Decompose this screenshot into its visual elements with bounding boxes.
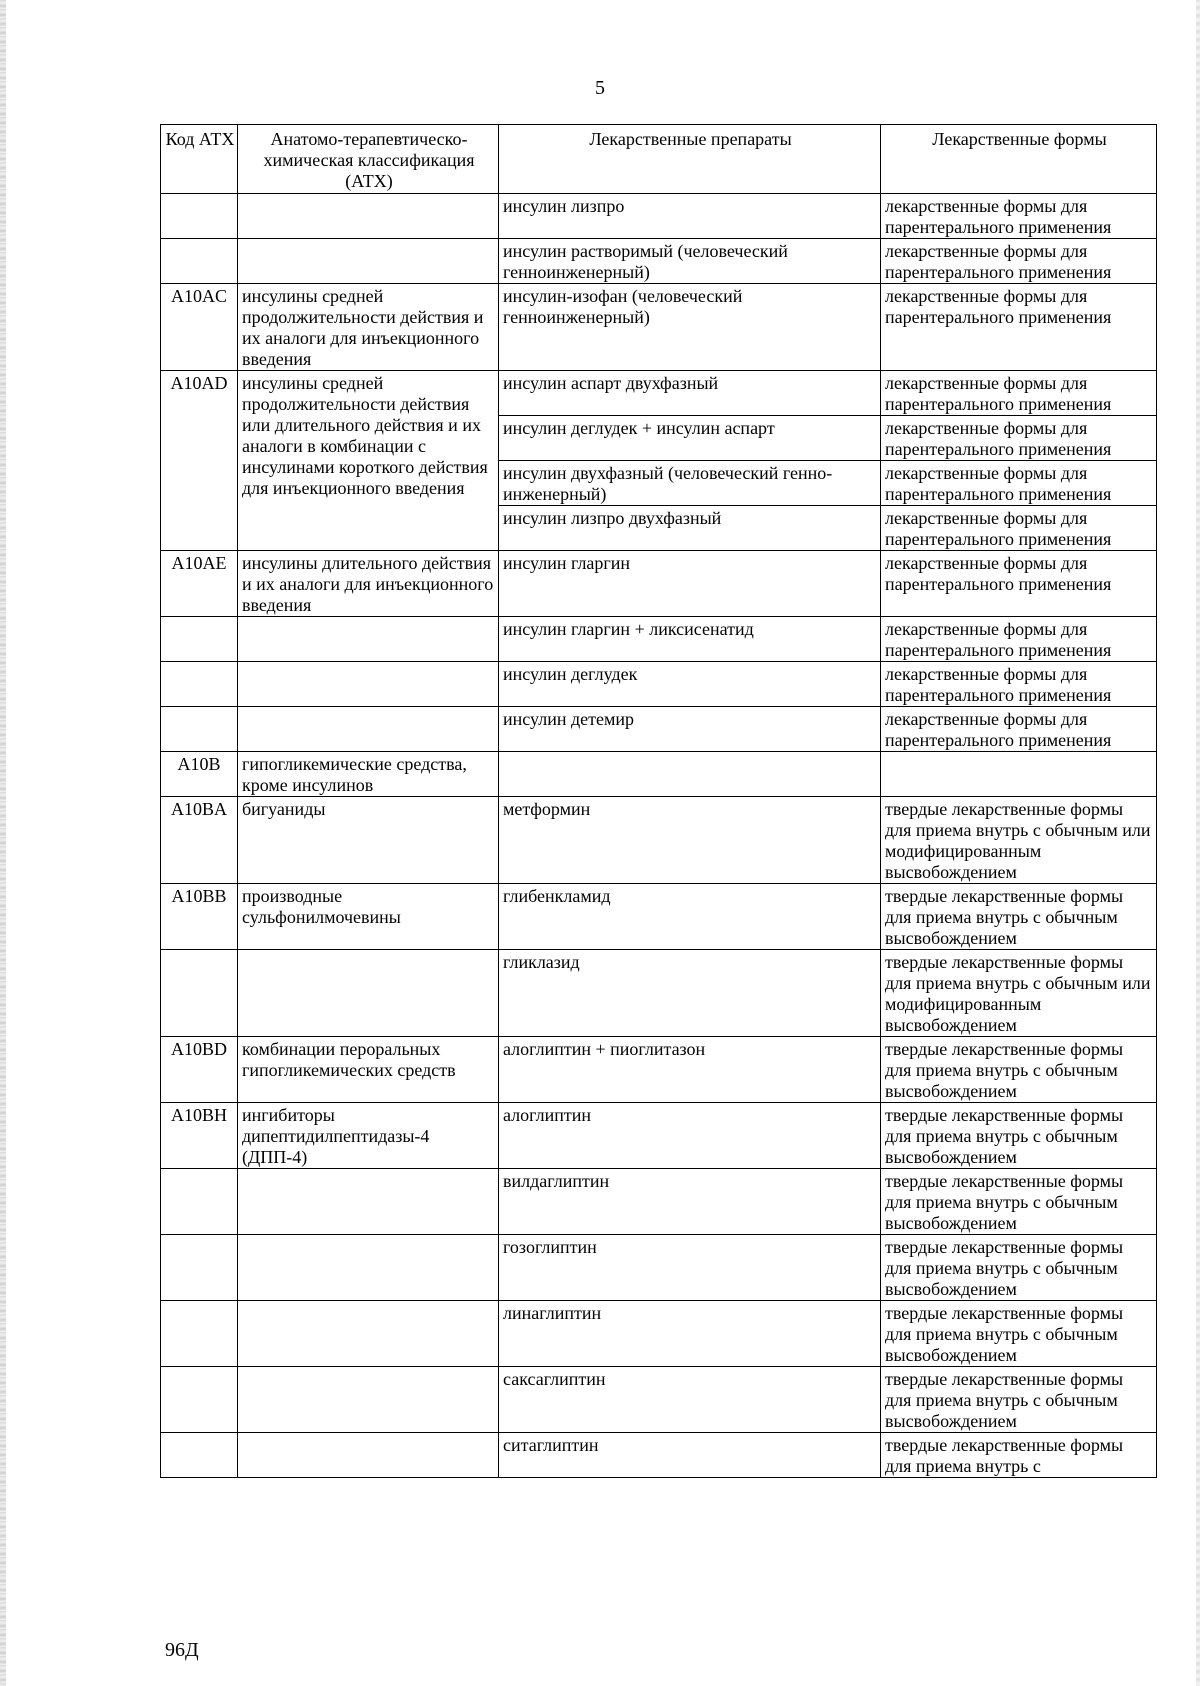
cell-code xyxy=(161,239,238,284)
table-row xyxy=(161,1367,1157,1433)
cell-drug: саксаглиптин xyxy=(499,1367,881,1433)
cell-form: твердые лекарственные формы для приема внутрь с обычным высвобождением xyxy=(881,1235,1157,1301)
cell-code xyxy=(161,950,238,1037)
cell-form: твердые лекарственные формы для приема внутрь с обычным высвобождением xyxy=(881,1169,1157,1235)
cell-form: твердые лекарственные формы для приема внутрь с обычным высвобождением xyxy=(881,1301,1157,1367)
cell-code: A10B xyxy=(161,752,238,797)
cell-form: лекарственные формы для парентерального применения xyxy=(881,707,1157,752)
cell-drug: алоглиптин xyxy=(499,1103,881,1169)
cell-form: твердые лекарственные формы для приема внутрь с xyxy=(881,1433,1157,1478)
cell-code: A10AE xyxy=(161,551,238,617)
cell-classification xyxy=(238,662,499,707)
cell-classification: ингибиторы дипептидилпептидазы-4 (ДПП-4) xyxy=(238,1103,499,1169)
cell-code: A10BA xyxy=(161,797,238,884)
cell-classification: гипогликемические средства, кроме инсулинов xyxy=(238,752,499,797)
cell-classification: инсулины длительного действия и их аналоги для инъекционного введения xyxy=(238,551,499,617)
table-body xyxy=(161,194,1157,1478)
cell-drug: инсулин лизпро xyxy=(499,194,881,239)
table-row xyxy=(161,617,1157,662)
table-row xyxy=(161,239,1157,284)
cell-form: лекарственные формы для парентерального применения xyxy=(881,506,1157,551)
cell-drug: алоглиптин + пиоглитазон xyxy=(499,1037,881,1103)
cell-code: A10AC xyxy=(161,284,238,371)
cell-drug: инсулин гларгин xyxy=(499,551,881,617)
cell-drug: линаглиптин xyxy=(499,1301,881,1367)
cell-form: лекарственные формы для парентерального применения xyxy=(881,284,1157,371)
cell-form: твердые лекарственные формы для приема внутрь с обычным или модифицированным высвобождением xyxy=(881,950,1157,1037)
cell-form: лекарственные формы для парентерального применения xyxy=(881,662,1157,707)
cell-drug: глибенкламид xyxy=(499,884,881,950)
table-row xyxy=(161,371,1157,416)
table-row xyxy=(161,284,1157,371)
table-row xyxy=(161,797,1157,884)
cell-form: твердые лекарственные формы для приема внутрь с обычным высвобождением xyxy=(881,1103,1157,1169)
table-row xyxy=(161,551,1157,617)
cell-drug: инсулин деглудек + инсулин аспарт xyxy=(499,416,881,461)
footer-document-code: 96Д xyxy=(165,1639,199,1661)
cell-classification xyxy=(238,707,499,752)
table-row xyxy=(161,884,1157,950)
table-header xyxy=(161,125,1157,194)
cell-form: твердые лекарственные формы для приема внутрь с обычным высвобождением xyxy=(881,1037,1157,1103)
cell-classification xyxy=(238,239,499,284)
cell-form: лекарственные формы для парентерального применения xyxy=(881,461,1157,506)
table-row xyxy=(161,950,1157,1037)
cell-code xyxy=(161,1235,238,1301)
cell-drug: инсулин лизпро двухфазный xyxy=(499,506,881,551)
cell-classification: производные сульфонилмочевины xyxy=(238,884,499,950)
cell-form xyxy=(881,752,1157,797)
cell-form: лекарственные формы для парентерального применения xyxy=(881,194,1157,239)
scan-edge-right xyxy=(1196,0,1200,1686)
cell-drug: ситаглиптин xyxy=(499,1433,881,1478)
cell-drug: инсулин двухфазный (человеческий генно-инженерный) xyxy=(499,461,881,506)
header-forms: Лекарственные формы xyxy=(881,125,1157,194)
cell-form: твердые лекарственные формы для приема внутрь с обычным или модифицированным высвобождением xyxy=(881,797,1157,884)
cell-code xyxy=(161,662,238,707)
table-row xyxy=(161,194,1157,239)
cell-classification xyxy=(238,950,499,1037)
table-row xyxy=(161,1037,1157,1103)
cell-classification xyxy=(238,194,499,239)
cell-drug xyxy=(499,752,881,797)
cell-classification xyxy=(238,1235,499,1301)
cell-code: A10BB xyxy=(161,884,238,950)
cell-classification: бигуаниды xyxy=(238,797,499,884)
cell-code: A10BD xyxy=(161,1037,238,1103)
cell-drug: инсулин аспарт двухфазный xyxy=(499,371,881,416)
scan-edge-left xyxy=(0,0,6,1686)
cell-classification xyxy=(238,1367,499,1433)
cell-form: лекарственные формы для парентерального применения xyxy=(881,551,1157,617)
header-classification: Анатомо-терапевтическо-химическая классификация (АТХ) xyxy=(238,125,499,194)
cell-code xyxy=(161,1433,238,1478)
table-row xyxy=(161,1433,1157,1478)
cell-form: лекарственные формы для парентерального применения xyxy=(881,371,1157,416)
cell-drug: инсулин растворимый (человеческий генноинженерный) xyxy=(499,239,881,284)
cell-code xyxy=(161,707,238,752)
cell-code: A10BH xyxy=(161,1103,238,1169)
cell-drug: инсулин гларгин + ликсисенатид xyxy=(499,617,881,662)
cell-code xyxy=(161,1169,238,1235)
table-row xyxy=(161,707,1157,752)
table-row xyxy=(161,752,1157,797)
cell-drug: инсулин-изофан (человеческий генноинженерный) xyxy=(499,284,881,371)
cell-drug: метформин xyxy=(499,797,881,884)
cell-classification xyxy=(238,1169,499,1235)
header-code: Код АТХ xyxy=(161,125,238,194)
header-row xyxy=(161,125,1157,194)
atc-drug-table xyxy=(160,124,1157,1478)
cell-drug: гозоглиптин xyxy=(499,1235,881,1301)
page-number: 5 xyxy=(595,77,605,99)
cell-classification: комбинации пероральных гипогликемических средств xyxy=(238,1037,499,1103)
cell-drug: гликлазид xyxy=(499,950,881,1037)
cell-classification xyxy=(238,1433,499,1478)
cell-classification: инсулины средней продолжительности действия и их аналоги для инъекционного введения xyxy=(238,284,499,371)
table-row xyxy=(161,662,1157,707)
table-row xyxy=(161,1235,1157,1301)
cell-classification: инсулины средней продолжительности действия или длительного действия и их аналоги в комбинации с инсулинами короткого действия для инъекционного введения xyxy=(238,371,499,551)
cell-code: A10AD xyxy=(161,371,238,551)
cell-code xyxy=(161,194,238,239)
header-drugs: Лекарственные препараты xyxy=(499,125,881,194)
table-row xyxy=(161,1301,1157,1367)
cell-form: твердые лекарственные формы для приема внутрь с обычным высвобождением xyxy=(881,884,1157,950)
cell-drug: инсулин деглудек xyxy=(499,662,881,707)
cell-form: лекарственные формы для парентерального применения xyxy=(881,239,1157,284)
cell-form: лекарственные формы для парентерального применения xyxy=(881,617,1157,662)
cell-code xyxy=(161,617,238,662)
cell-form: лекарственные формы для парентерального применения xyxy=(881,416,1157,461)
cell-drug: инсулин детемир xyxy=(499,707,881,752)
table-row xyxy=(161,1103,1157,1169)
cell-code xyxy=(161,1301,238,1367)
table-row xyxy=(161,1169,1157,1235)
cell-drug: вилдаглиптин xyxy=(499,1169,881,1235)
cell-classification xyxy=(238,617,499,662)
cell-form: твердые лекарственные формы для приема внутрь с обычным высвобождением xyxy=(881,1367,1157,1433)
cell-classification xyxy=(238,1301,499,1367)
cell-code xyxy=(161,1367,238,1433)
